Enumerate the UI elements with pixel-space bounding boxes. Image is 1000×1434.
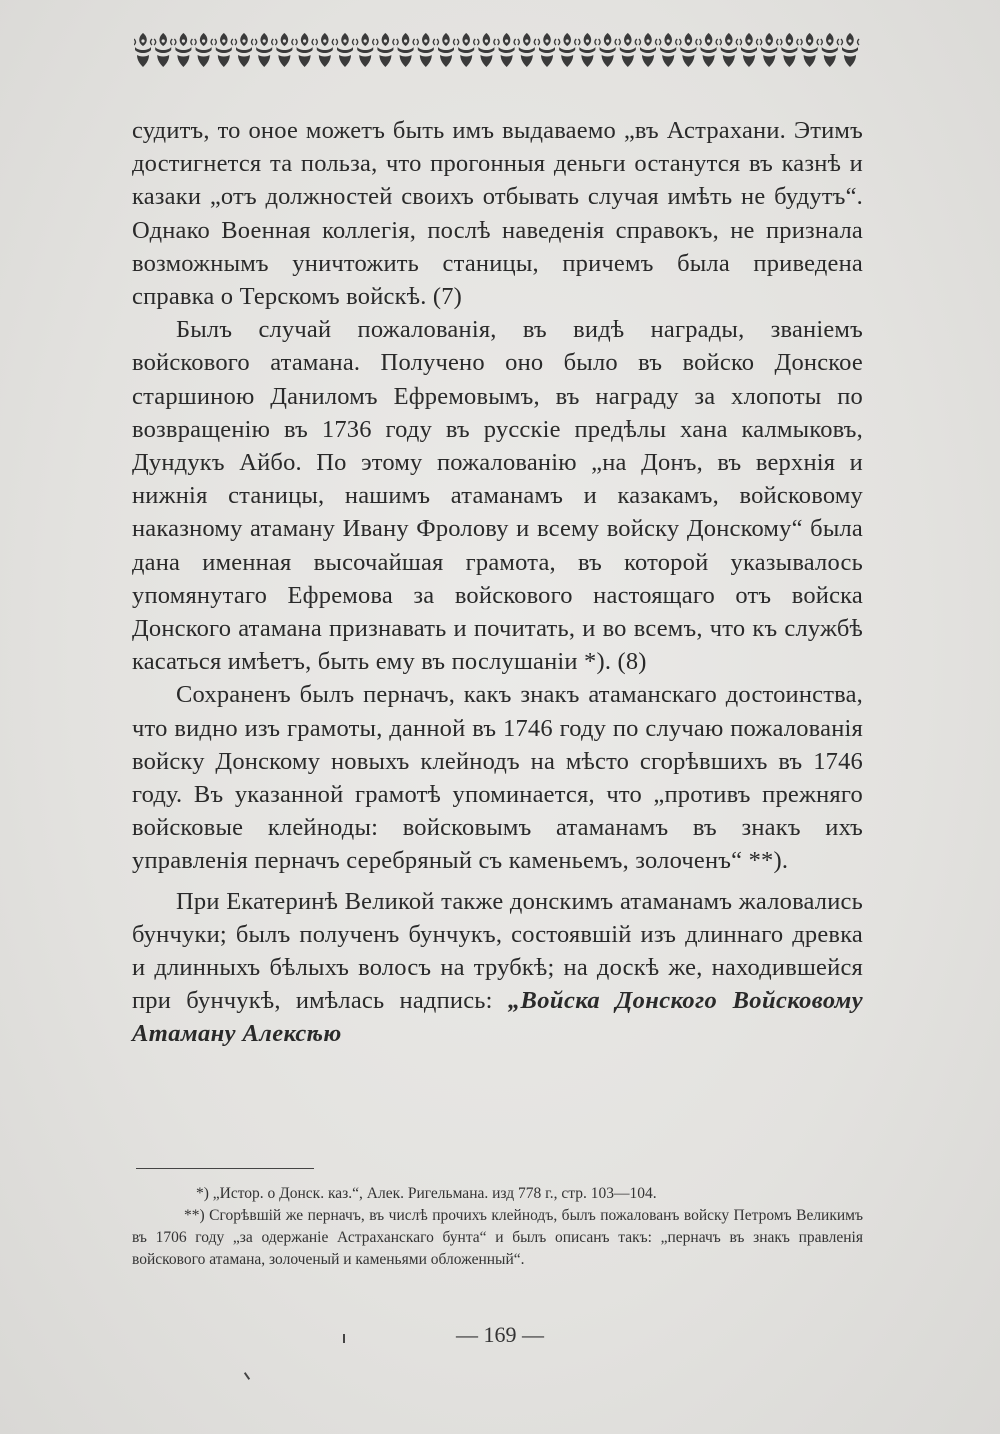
floral-motif-icon (195, 33, 213, 67)
inscription-text: „Войска Донского Войсковому Атаману Алексѣю (132, 987, 863, 1048)
floral-motif-icon (255, 33, 273, 67)
floral-motif-icon (336, 33, 354, 67)
floral-motif-icon (841, 33, 859, 67)
paragraph-2: Былъ случай пожалованія, въ видѣ награды, званіемъ войскового атамана. Получено оно было въ войско Донское старшиною Даниломъ Ефремовымъ, въ награду за хлопоты по возвращенію въ 1736 году въ русскіе предѣлы хана калмыковъ, Дундукъ Айбо. По этому пожалованію „на Донъ, въ верхнія и нижнія станицы, нашимъ атаманамъ и казакамъ, войсковому наказному атаману Ивану Фролову и всему войску Донскому“ была дана именная высочайшая грамота, въ которой указывалось упомянутаго Ефремова за войскового настоящаго отъ войска Донского атамана признавать и почитать, и во всемъ, что къ службѣ касаться имѣетъ, быть ему въ послушаніи *). (8) (132, 316, 863, 676)
floral-motif-icon (538, 33, 556, 67)
floral-motif-icon (821, 33, 839, 67)
floral-motif-icon (720, 33, 738, 67)
footnotes (132, 1183, 863, 1271)
ink-speck (244, 1372, 250, 1380)
footnote-2: **) Сгорѣвшій же перначъ, въ числѣ прочихъ клейнодъ, былъ пожалованъ войску Петромъ Великимъ въ 1706 году „за одержаніе Астраханскаго бунта“ и былъ описанъ такъ: „перначъ въ знакъ правленія войскового атамана, золоченый и каменьями обложенный“. (132, 1207, 863, 1268)
floral-motif-icon (619, 33, 637, 67)
floral-motif-icon (417, 33, 435, 67)
floral-motif-icon (215, 33, 233, 67)
floral-motif-icon (599, 33, 617, 67)
floral-motif-icon (700, 33, 718, 67)
floral-motif-icon (275, 33, 293, 67)
floral-motif-icon (235, 33, 253, 67)
floral-motif-icon (134, 33, 152, 67)
floral-motif-icon (437, 33, 455, 67)
floral-motif-icon (639, 33, 657, 67)
floral-motif-icon (316, 33, 334, 67)
floral-motif-icon (397, 33, 415, 67)
floral-motif-icon (356, 33, 374, 67)
floral-border-icon (134, 28, 862, 70)
floral-motif-icon (296, 33, 314, 67)
floral-motif-icon (154, 33, 172, 67)
paragraph-1: судитъ, то оное можетъ быть имъ выдаваемо „въ Астрахани. Этимъ достигнется та польза, что прогонныя деньги останутся въ казнѣ и казаки „отъ должностей своихъ отбывать случая имѣть не будутъ“. Однако Военная коллегія, послѣ наведенія справокъ, не признала возможнымъ уничтожить станицы, причемъ была приведена справка о Терскомъ войскѣ. (7) (132, 117, 863, 311)
floral-motif-icon (780, 33, 798, 67)
main-text (132, 114, 863, 1051)
floral-motif-icon (457, 33, 475, 67)
floral-motif-icon (376, 33, 394, 67)
paragraph-3: Сохраненъ былъ перначъ, какъ знакъ атаманскаго достоинства, что видно изъ грамоты, данной въ 1746 году по случаю пожалованія войску Донскому новыхъ клейнодъ на мѣсто сгорѣвшихъ въ 1746 году. Въ указанной грамотѣ упоминается, что „противъ прежняго войсковые клейноды: войсковымъ атаманамъ въ знакъ ихъ управленія перначъ серебряный съ каменьемъ, золоченъ“ **). (132, 681, 863, 875)
floral-motif-icon (760, 33, 778, 67)
floral-motif-icon (477, 33, 495, 67)
page-number: — 169 — (456, 1322, 544, 1347)
floral-motif-icon (498, 33, 516, 67)
footnote-divider (136, 1168, 314, 1169)
floral-motif-icon (740, 33, 758, 67)
floral-motif-icon (578, 33, 596, 67)
floral-motif-icon (174, 33, 192, 67)
floral-motif-icon (801, 33, 819, 67)
ink-speck (343, 1334, 345, 1343)
floral-motif-icon (518, 33, 536, 67)
paragraph-4 (132, 885, 863, 1051)
floral-motif-icon (558, 33, 576, 67)
footnote-1: *) „Истор. о Донск. каз.“, Алек. Ригельмана. изд 778 г., стр. 103—104. (196, 1185, 657, 1202)
paragraph-4-text: При Екатеринѣ Великой также донскимъ атаманамъ жаловались бунчуки; былъ полученъ бунчукъ, состоявшій изъ длиннаго древка и длинныхъ бѣлыхъ волосъ на трубкѣ; на доскѣ же, находившейся при бунчукѣ, имѣлась надпись: (132, 887, 863, 1015)
floral-motif-icon (659, 33, 677, 67)
floral-motif-icon (679, 33, 697, 67)
